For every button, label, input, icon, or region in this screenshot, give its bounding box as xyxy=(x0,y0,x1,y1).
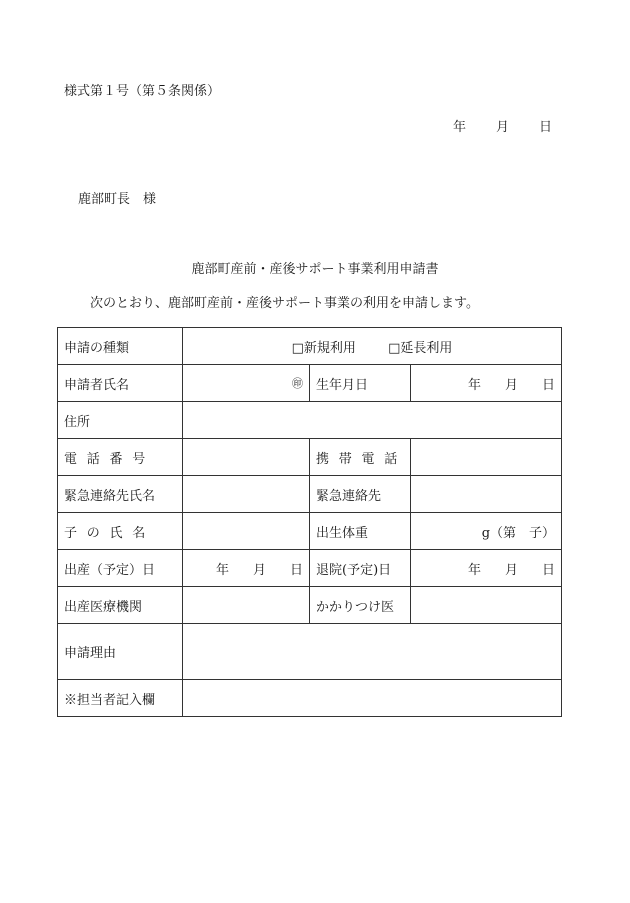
option-new-use[interactable] xyxy=(292,337,356,356)
address-label: 住所 xyxy=(58,402,183,439)
birth-weight-label: 出生体重 xyxy=(310,513,411,550)
discharge-day: 日 xyxy=(542,562,556,578)
date-year: 年 xyxy=(452,120,466,135)
family-doctor-field[interactable] xyxy=(411,587,562,624)
checkbox-extend-icon[interactable]: □ xyxy=(388,340,401,356)
option-extended-use[interactable] xyxy=(388,337,452,356)
delivery-day: 日 xyxy=(289,562,303,578)
birthdate-day: 日 xyxy=(542,377,556,393)
maternity-facility-field[interactable] xyxy=(183,587,310,624)
seal-icon: ㊞ xyxy=(292,377,303,390)
intro-text: 次のとおり、鹿部町産前・産後サポート事業の利用を申請します。 xyxy=(90,296,479,311)
row-reason xyxy=(58,624,562,680)
staff-notes-field[interactable] xyxy=(183,680,562,717)
emergency-name-label: 緊急連絡先氏名 xyxy=(58,476,183,513)
option-new-label: 新規利用 xyxy=(303,340,356,356)
row-staff-notes xyxy=(58,680,562,717)
birth-weight-unit: g（第 子） xyxy=(481,525,556,541)
phone-label: 電話番号 xyxy=(58,439,183,476)
application-type-label: 申請の種類 xyxy=(58,328,183,365)
applicant-name-field[interactable] xyxy=(183,365,310,402)
address-field[interactable] xyxy=(183,402,562,439)
discharge-date-label: 退院(予定)日 xyxy=(310,550,411,587)
row-address xyxy=(58,402,562,439)
child-name-field[interactable] xyxy=(183,513,310,550)
row-medical xyxy=(58,587,562,624)
row-emergency xyxy=(58,476,562,513)
discharge-year: 年 xyxy=(467,562,481,578)
phone-field[interactable] xyxy=(183,439,310,476)
maternity-facility-label: 出産医療機関 xyxy=(58,587,183,624)
date-month: 月 xyxy=(495,120,509,135)
child-name-label: 子の氏名 xyxy=(58,513,183,550)
reason-field[interactable] xyxy=(183,624,562,680)
delivery-date-label: 出産（予定）日 xyxy=(58,550,183,587)
option-extend-label: 延長利用 xyxy=(400,340,453,356)
application-date xyxy=(453,116,552,135)
birthdate-field[interactable] xyxy=(411,365,562,402)
date-day: 日 xyxy=(538,120,552,135)
birthdate-year: 年 xyxy=(467,377,481,393)
applicant-name-label: 申請者氏名 xyxy=(58,365,183,402)
discharge-month: 月 xyxy=(504,562,518,578)
document-title: 鹿部町産前・産後サポート事業利用申請書 xyxy=(191,262,439,277)
birth-weight-field[interactable] xyxy=(411,513,562,550)
emergency-contact-label: 緊急連絡先 xyxy=(310,476,411,513)
reason-label: 申請理由 xyxy=(58,624,183,680)
delivery-year: 年 xyxy=(215,562,229,578)
form-number: 様式第１号（第５条関係） xyxy=(64,84,221,99)
staff-notes-label: ※担当者記入欄 xyxy=(58,680,183,717)
delivery-month: 月 xyxy=(252,562,266,578)
row-dates xyxy=(58,550,562,587)
emergency-contact-field[interactable] xyxy=(411,476,562,513)
row-phone xyxy=(58,439,562,476)
application-type-options xyxy=(183,328,562,365)
row-application-type xyxy=(58,328,562,365)
addressee: 鹿部町長 様 xyxy=(78,192,157,207)
birthdate-month: 月 xyxy=(504,377,518,393)
application-form-table xyxy=(57,327,562,717)
checkbox-new-icon[interactable]: □ xyxy=(291,340,304,356)
mobile-label: 携帯電話 xyxy=(310,439,411,476)
birthdate-label: 生年月日 xyxy=(310,365,411,402)
delivery-date-field[interactable] xyxy=(183,550,310,587)
emergency-name-field[interactable] xyxy=(183,476,310,513)
mobile-field[interactable] xyxy=(411,439,562,476)
family-doctor-label: かかりつけ医 xyxy=(310,587,411,624)
row-child xyxy=(58,513,562,550)
discharge-date-field[interactable] xyxy=(411,550,562,587)
row-applicant xyxy=(58,365,562,402)
